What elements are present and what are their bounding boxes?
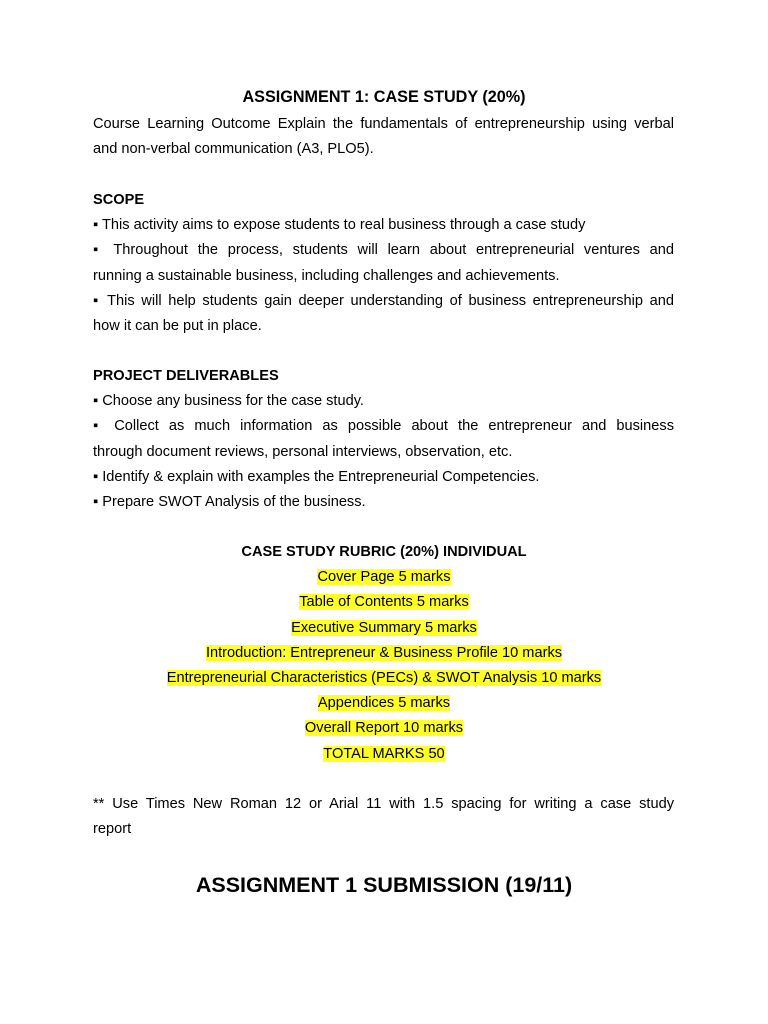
rubric-item-text: Cover Page 5 marks <box>317 569 451 586</box>
rubric-item <box>0 666 768 691</box>
rubric-item-text: Table of Contents 5 marks <box>299 594 469 611</box>
rubric-item <box>0 691 768 716</box>
rubric-item <box>0 616 768 641</box>
deliverables-section <box>93 364 674 515</box>
scope-heading: SCOPE <box>93 192 145 208</box>
deliverables-line: ▪ Choose any business for the case study. <box>93 393 364 410</box>
intro-line: and non-verbal communication (A3, PLO5). <box>93 141 374 158</box>
rubric-item <box>0 641 768 666</box>
deliverables-line: ▪ Collect as much information as possible about the entrepreneur and business <box>93 418 674 435</box>
note-line: report <box>93 821 132 838</box>
rubric-item <box>0 590 768 615</box>
intro-line: Course Learning Outcome Explain the fundamentals of entrepreneurship using verbal <box>93 116 674 132</box>
intro-paragraph <box>93 112 674 162</box>
scope-line: how it can be put in place. <box>93 317 262 334</box>
formatting-note <box>93 792 674 842</box>
submission-title: ASSIGNMENT 1 SUBMISSION (19/11) <box>195 873 573 897</box>
rubric-total <box>0 742 768 767</box>
scope-section <box>93 188 674 339</box>
deliverables-line: through document reviews, personal interviews, observation, etc. <box>93 443 513 460</box>
rubric-item-text: Overall Report 10 marks <box>304 720 464 737</box>
scope-line: ▪ This will help students gain deeper understanding of business entrepreneurship and <box>93 292 674 309</box>
scope-line: ▪ Throughout the process, students will learn about entrepreneurial ventures and <box>93 242 674 259</box>
rubric-item <box>0 565 768 590</box>
rubric-item-text: Entrepreneurial Characteristics (PECs) & SWOT Analysis 10 marks <box>166 669 602 686</box>
assignment-title: ASSIGNMENT 1: CASE STUDY (20%) <box>242 88 526 106</box>
rubric-heading: CASE STUDY RUBRIC (20%) INDIVIDUAL <box>241 544 527 560</box>
deliverables-line: ▪ Identify & explain with examples the Entrepreneurial Competencies. <box>93 468 540 485</box>
deliverables-line: ▪ Prepare SWOT Analysis of the business. <box>93 493 366 510</box>
rubric-total-text: TOTAL MARKS 50 <box>323 745 445 762</box>
scope-line: ▪ This activity aims to expose students to real business through a case study <box>93 217 586 234</box>
rubric-section <box>0 540 768 767</box>
note-line: ** Use Times New Roman 12 or Arial 11 with 1.5 spacing for writing a case study <box>93 796 674 812</box>
rubric-item-text: Introduction: Entrepreneur & Business Profile 10 marks <box>205 644 563 661</box>
scope-line: running a sustainable business, including challenges and achievements. <box>93 267 560 284</box>
deliverables-heading: PROJECT DELIVERABLES <box>93 368 279 384</box>
rubric-item-text: Executive Summary 5 marks <box>291 619 477 636</box>
rubric-item <box>0 716 768 741</box>
rubric-item-text: Appendices 5 marks <box>317 695 451 712</box>
